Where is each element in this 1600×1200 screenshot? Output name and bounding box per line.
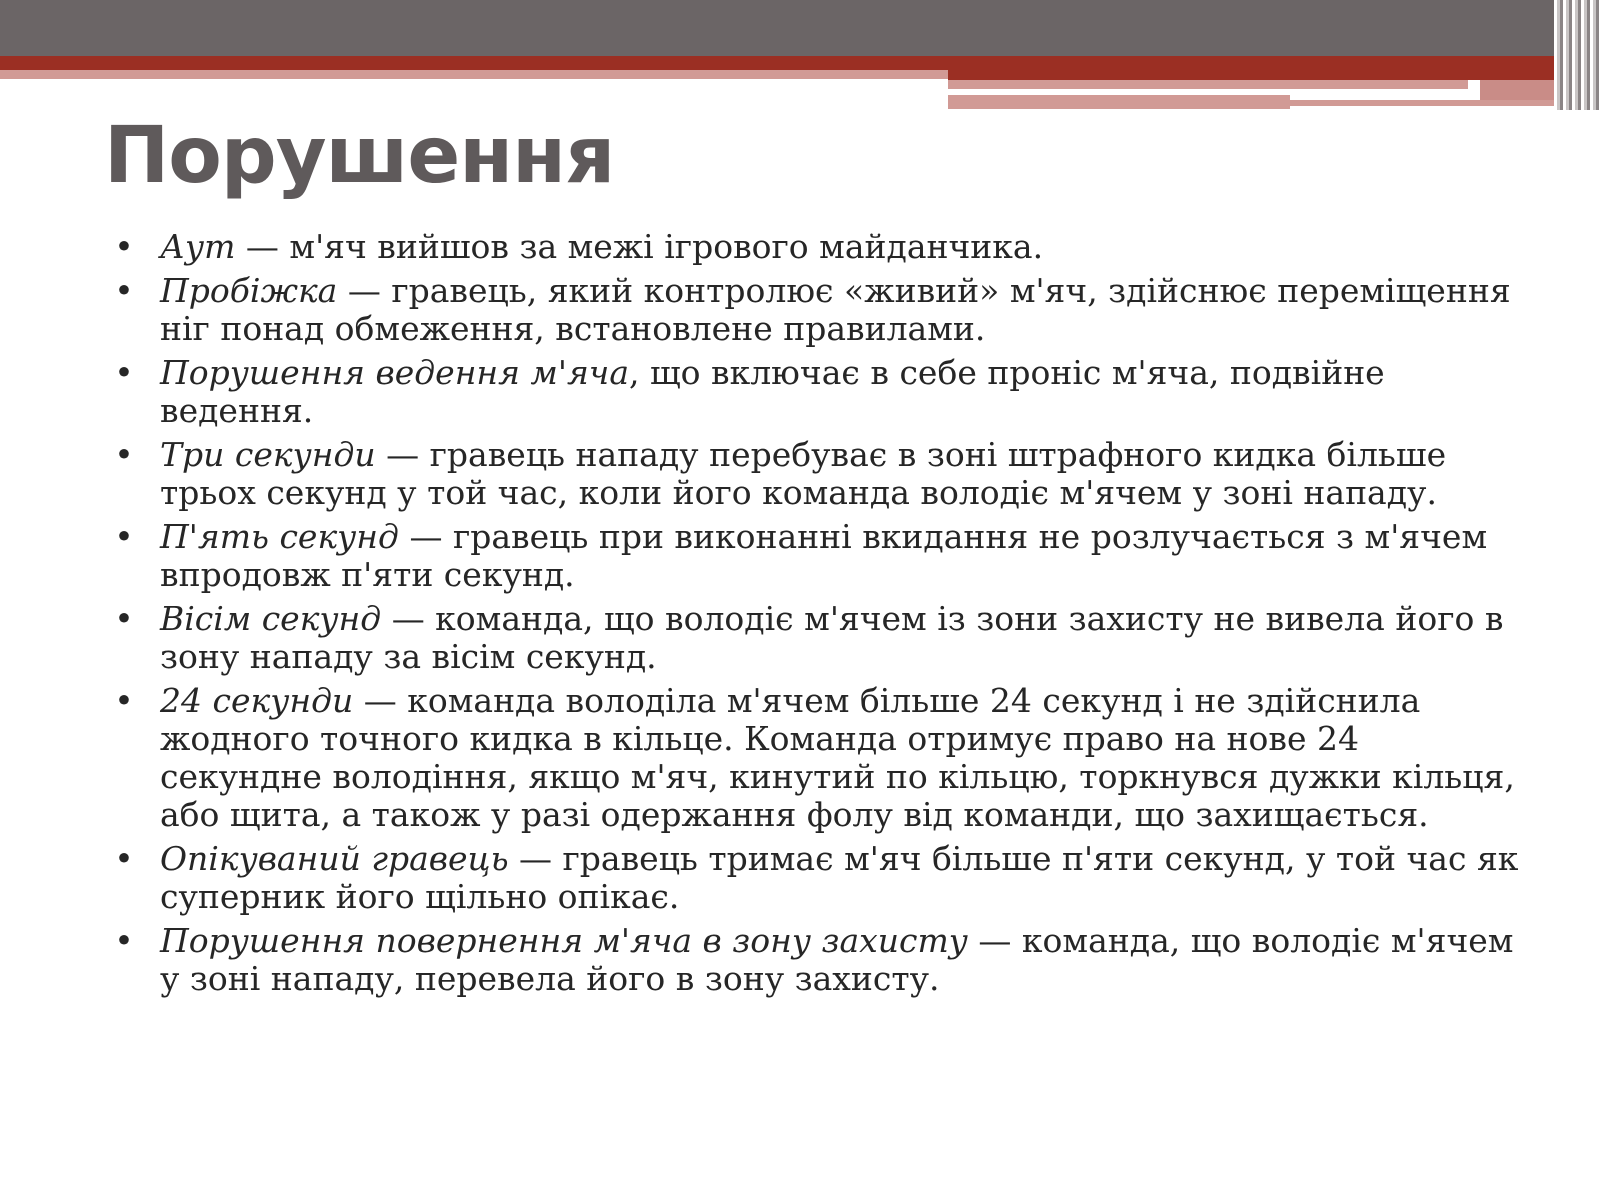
bullet-text: — гравець нападу перебуває в зоні штрафного кидка більше трьох секунд у той час, коли його команда володіє м'ячем у зоні нападу. [160, 435, 1447, 512]
header-gray-band [0, 0, 1600, 56]
bullet-item-dribbling [108, 354, 1528, 430]
slide-title: Порушення [104, 111, 615, 201]
bullet-item-three-seconds [108, 436, 1528, 512]
bullet-dot-icon: • [114, 839, 134, 878]
bullet-text: — команда, що володіє м'ячем у зоні нападу, перевела його в зону захисту. [160, 921, 1514, 998]
bullet-list [108, 228, 1528, 1004]
bullet-item-guarded-player [108, 840, 1528, 916]
bullet-dot-icon: • [114, 921, 134, 960]
bullet-dot-icon: • [114, 599, 134, 638]
bullet-dot-icon: • [114, 435, 134, 474]
header-pink-band-right-1 [948, 80, 1468, 89]
bullet-term: Порушення повернення м'яча в зону захисту [160, 921, 968, 960]
bullet-term: Аут [160, 227, 236, 266]
bullet-text: , що включає в себе проніс м'яча, подвійне ведення. [160, 353, 1385, 430]
bullet-item-five-seconds [108, 518, 1528, 594]
bullet-item-backcourt [108, 922, 1528, 998]
bullet-text: — команда, що володіє м'ячем із зони захисту не вивела його в зону нападу за вісім секунд. [160, 599, 1504, 676]
bullet-dot-icon: • [114, 227, 134, 266]
bullet-text: — гравець тримає м'яч більше п'яти секунд, у той час як суперник його щільно опікає. [160, 839, 1519, 916]
bullet-dot-icon: • [114, 353, 134, 392]
header-stripes-decoration [1554, 0, 1600, 110]
bullet-item-travelling [108, 272, 1528, 348]
bullet-dot-icon: • [114, 271, 134, 310]
bullet-term: Вісім секунд [160, 599, 382, 638]
bullet-item-out [108, 228, 1528, 266]
bullet-term: Порушення ведення м'яча [160, 353, 629, 392]
bullet-item-24-seconds [108, 682, 1528, 834]
header-pink-band-right-3 [1290, 100, 1560, 106]
header-red-band [0, 56, 1600, 70]
bullet-item-eight-seconds [108, 600, 1528, 676]
bullet-term: Пробіжка [160, 271, 338, 310]
bullet-dot-icon: • [114, 517, 134, 556]
header-red-band-right [948, 70, 1600, 80]
bullet-term: Опікуваний гравець [160, 839, 509, 878]
bullet-text: — м'яч вийшов за межі ігрового майданчика. [235, 227, 1044, 266]
bullet-term: 24 секунди [160, 681, 354, 720]
bullet-text: — команда володіла м'ячем більше 24 секунд і не здійснила жодного точного кидка в кільце. Команда отримує право на нове 24 секундне володіння, якщо м'яч, кинутий по кільцю, торкнувся дужки кільця, або щита, а також у разі одержання фолу від команди, що захищається. [160, 681, 1515, 834]
bullet-text: — гравець, який контролює «живий» м'яч, здійснює переміщення ніг понад обмеження, встановлене правилами. [160, 271, 1511, 348]
header-pink-band-left [0, 70, 948, 79]
header-pink-block-right [1480, 80, 1560, 100]
bullet-term: Три секунди [160, 435, 376, 474]
bullet-text: — гравець при виконанні вкидання не розлучається з м'ячем впродовж п'яти секунд. [160, 517, 1488, 594]
bullet-term: П'ять секунд [160, 517, 399, 556]
bullet-dot-icon: • [114, 681, 134, 720]
header-pink-band-right-2 [948, 95, 1290, 109]
